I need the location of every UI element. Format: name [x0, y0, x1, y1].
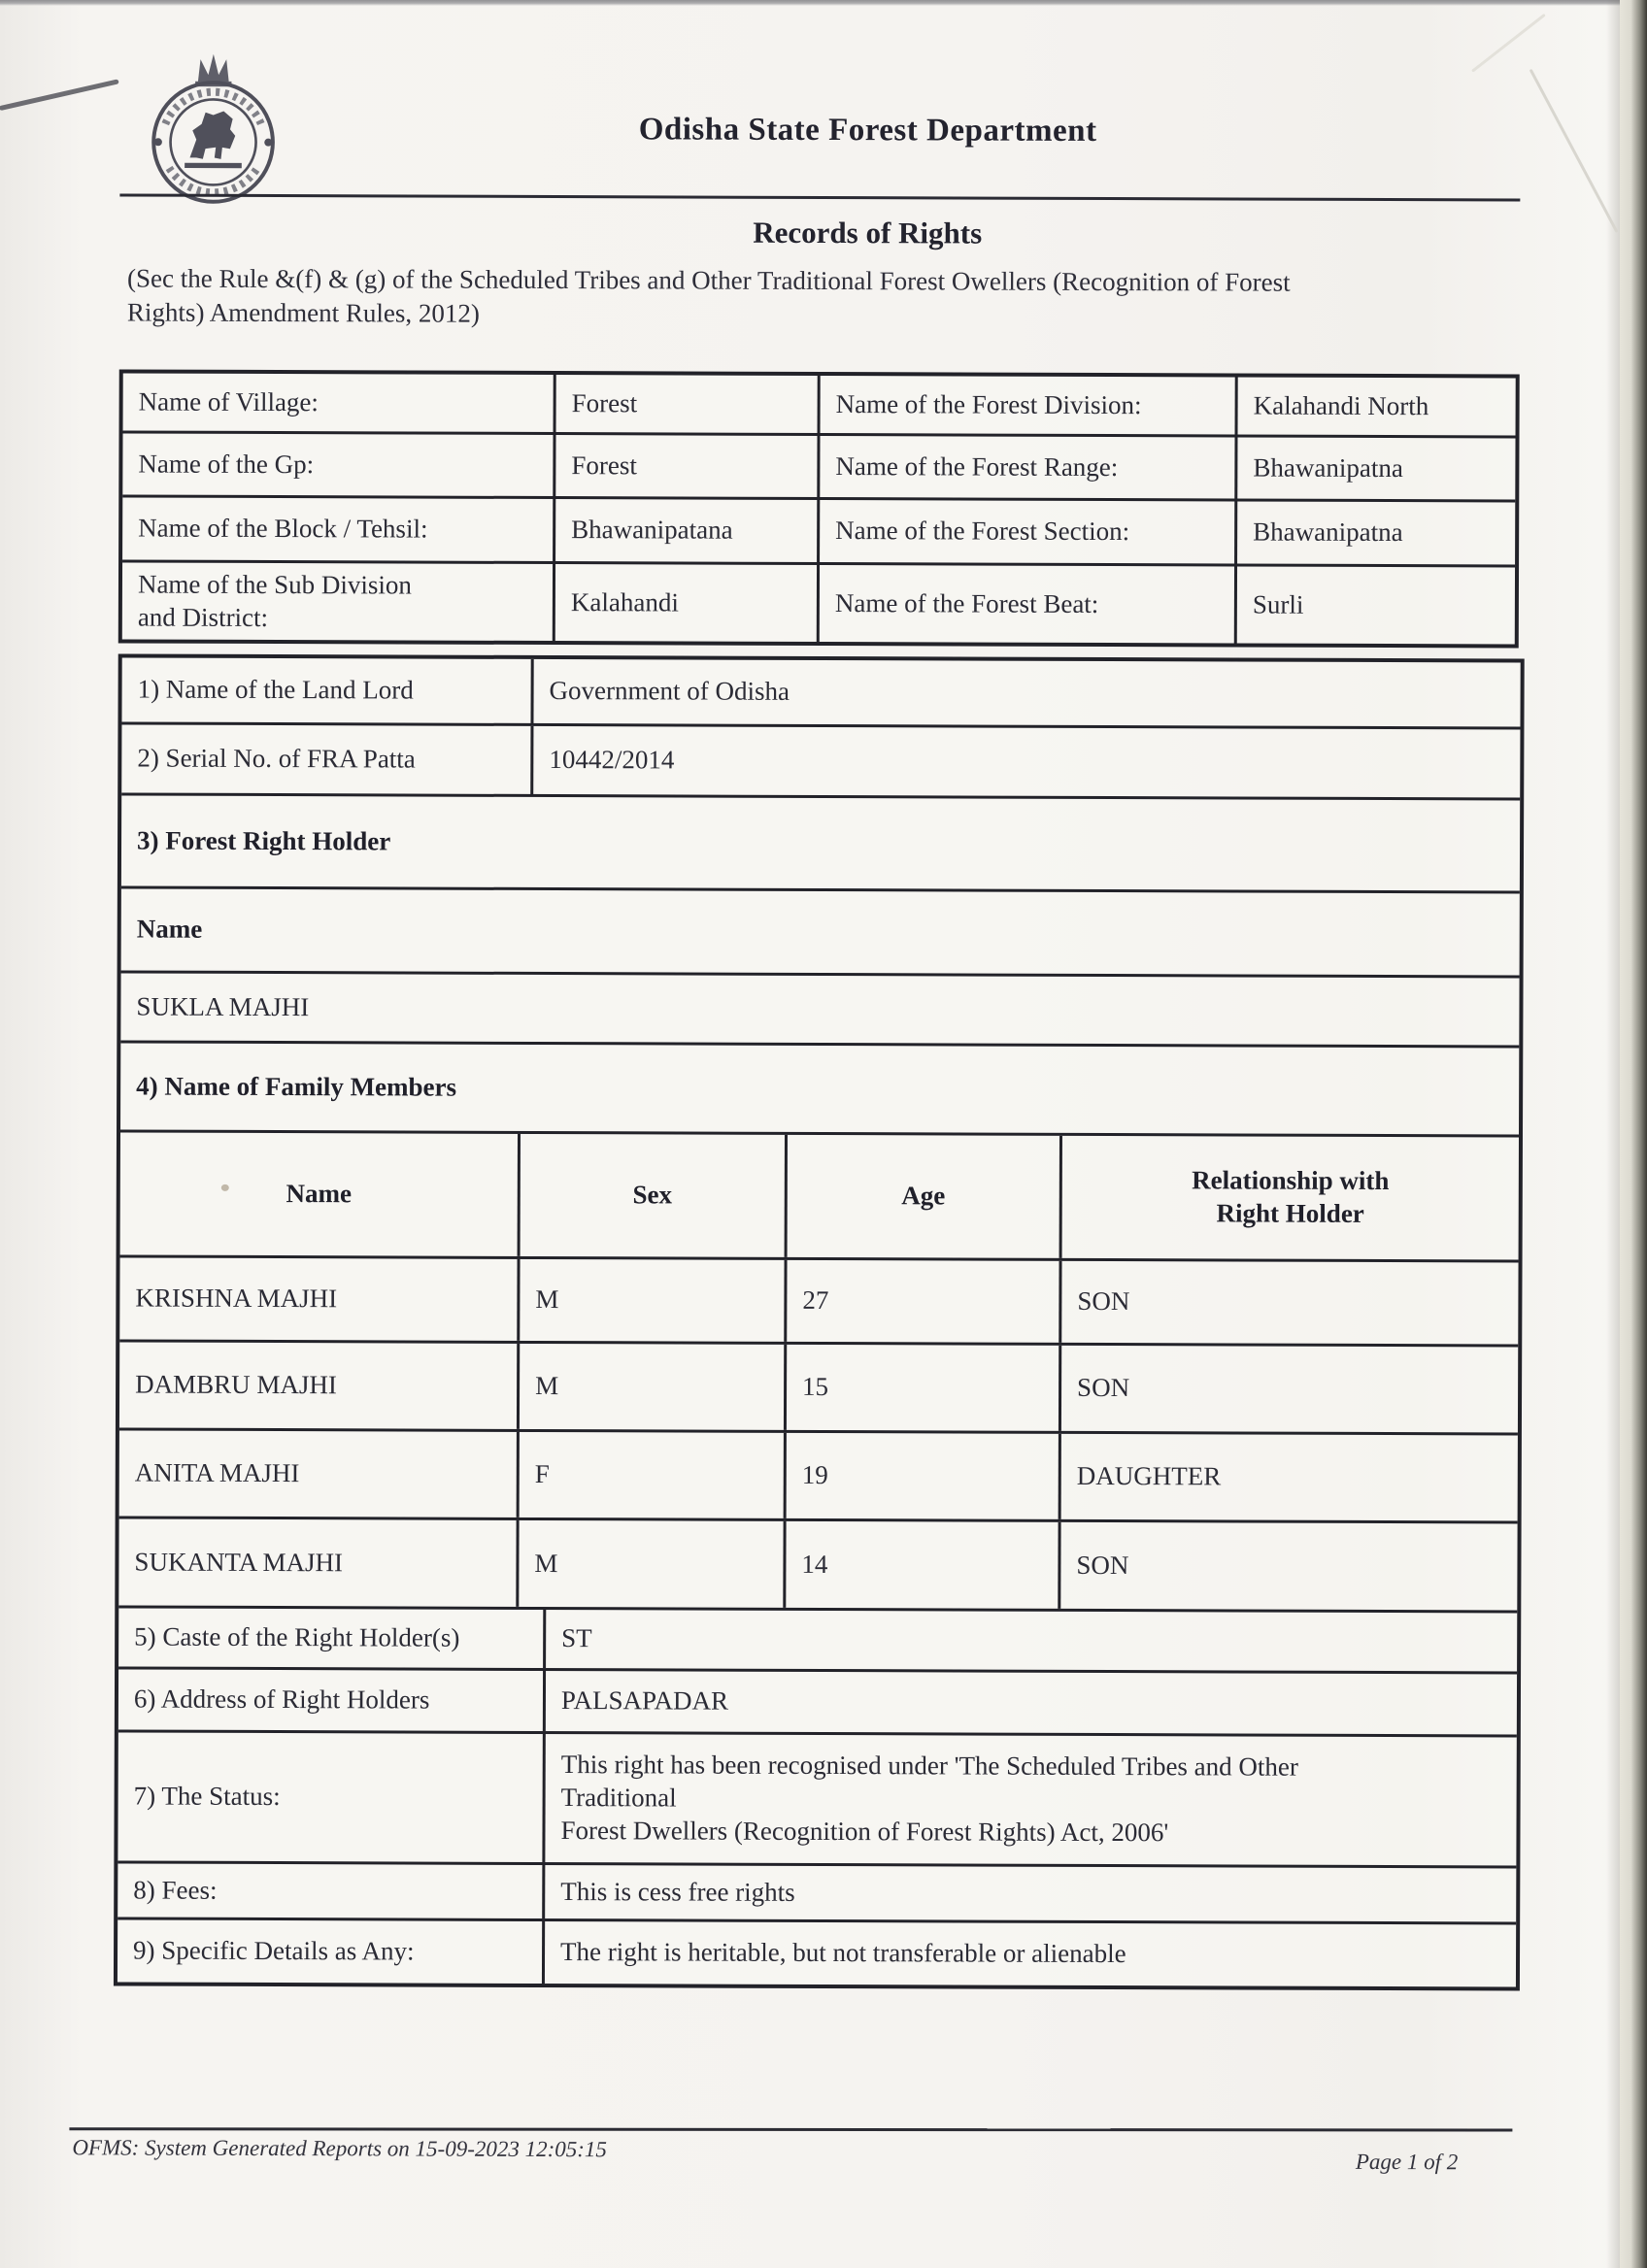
table-row [121, 885, 1520, 975]
table-row [123, 373, 1516, 435]
table-row [118, 1860, 1516, 1921]
member-sex: F [520, 1432, 787, 1518]
specific-details-label: 9) Specific Details as Any: [118, 1919, 545, 1984]
forest-beat-label: Name of the Forest Beat: [820, 565, 1237, 644]
pen-mark [0, 79, 119, 111]
table-row [118, 1917, 1516, 1986]
name-heading: Name [136, 914, 203, 944]
table-row [121, 721, 1520, 797]
table-row [121, 657, 1520, 726]
table-row [121, 792, 1520, 890]
forest-section-value: Bhawanipatna [1253, 517, 1403, 548]
village-value: Forest [556, 375, 821, 433]
footer-generated-text: OFMS: System Generated Reports on 15-09-2023 12:05:15 [72, 2135, 608, 2162]
page-title: Records of Rights [753, 215, 983, 250]
crown-crest [195, 54, 231, 86]
family-member-row [118, 1516, 1517, 1610]
forest-range-label: Name of the Forest Range: [820, 436, 1237, 499]
land-lord-value: Government of Odisha [549, 676, 790, 707]
village-info-table [118, 369, 1520, 648]
member-relationship: DAUGHTER [1076, 1461, 1222, 1491]
status-label: 7) The Status: [118, 1732, 545, 1862]
gp-value: Forest [555, 435, 820, 497]
family-member-row [119, 1427, 1518, 1520]
table-row [120, 1040, 1519, 1134]
fees-value: This is cess free rights [560, 1876, 795, 1907]
sub-division-label: Name of the Sub Division and District: [122, 562, 555, 641]
table-row [118, 1605, 1517, 1671]
page-footer [72, 2135, 1511, 2175]
rule-reference-subtitle: (Sec the Rule &(f) & (g) of the Scheduled Tribes and Other Traditional Forest Owellers (Recognition of Forest Rights) Amendment Rules, 2012) [126, 263, 1291, 328]
forest-section-label: Name of the Forest Section: [820, 500, 1237, 564]
member-relationship: SON [1077, 1286, 1130, 1317]
department-title: Odisha State Forest Department [638, 112, 1097, 149]
caste-label: 5) Caste of the Right Holder(s) [118, 1608, 546, 1668]
block-tehsil-value: Bhawanipatana [555, 499, 820, 562]
right-holder-name: SUKLA MAJHI [136, 991, 310, 1021]
forest-division-value: Kalahandi North [1253, 390, 1429, 420]
status-value: This right has been recognised under 'The Scheduled Tribes and Other Traditional Forest Dwellers (Recognition of Forest Rights) Act, 2006' [560, 1750, 1298, 1848]
family-members-heading: 4) Name of Family Members [136, 1071, 457, 1102]
forest-beat-value: Surli [1252, 589, 1304, 619]
family-col-name: Name [120, 1132, 521, 1255]
family-member-row [119, 1339, 1518, 1432]
sub-division-value: Kalahandi [555, 564, 820, 642]
member-age: 15 [787, 1345, 1061, 1431]
member-name: DAMBRU MAJHI [119, 1342, 520, 1428]
family-member-row [119, 1254, 1518, 1344]
family-col-sex: Sex [521, 1134, 788, 1257]
member-sex: M [520, 1259, 787, 1342]
table-row [122, 494, 1515, 564]
village-label: Name of Village: [123, 373, 556, 432]
member-relationship: SON [1077, 1373, 1130, 1403]
table-row [118, 1666, 1517, 1734]
gp-label: Name of the Gp: [122, 433, 555, 496]
fees-label: 8) Fees: [118, 1863, 545, 1918]
specific-details-value: The right is heritable, but not transferable or alienable [560, 1937, 1126, 1969]
table-row [122, 430, 1515, 499]
member-relationship: SON [1076, 1550, 1129, 1580]
footer-divider [69, 2127, 1512, 2131]
address-label: 6) Address of Right Holders [118, 1669, 546, 1731]
table-row [120, 970, 1519, 1045]
fra-patta-serial-value: 10442/2014 [549, 745, 675, 775]
table-row [118, 1729, 1516, 1865]
member-name: SUKANTA MAJHI [118, 1518, 519, 1606]
member-sex: M [520, 1344, 787, 1430]
family-col-relationship: Relationship with Right Holder [1192, 1165, 1390, 1228]
record-of-rights-table [114, 653, 1525, 1990]
family-table-header-row [120, 1129, 1519, 1259]
footer-page-number: Page 1 of 2 [1355, 2149, 1459, 2175]
block-tehsil-label: Name of the Block / Tehsil: [122, 497, 555, 561]
member-age: 19 [787, 1433, 1061, 1519]
table-row [122, 559, 1515, 644]
member-sex: M [519, 1520, 786, 1608]
address-value: PALSAPADAR [560, 1685, 729, 1716]
land-lord-label: 1) Name of the Land Lord [121, 657, 533, 722]
forest-division-label: Name of the Forest Division: [821, 376, 1238, 435]
fra-patta-serial-label: 2) Serial No. of FRA Patta [121, 724, 533, 793]
header-divider [119, 193, 1520, 201]
family-col-age: Age [788, 1135, 1062, 1258]
caste-value: ST [561, 1623, 592, 1653]
member-name: KRISHNA MAJHI [119, 1257, 520, 1340]
forest-right-holder-heading: 3) Forest Right Holder [137, 825, 391, 856]
member-age: 27 [787, 1260, 1061, 1343]
member-name: ANITA MAJHI [119, 1430, 520, 1517]
member-age: 14 [786, 1521, 1060, 1609]
forest-range-value: Bhawanipatna [1253, 452, 1403, 483]
